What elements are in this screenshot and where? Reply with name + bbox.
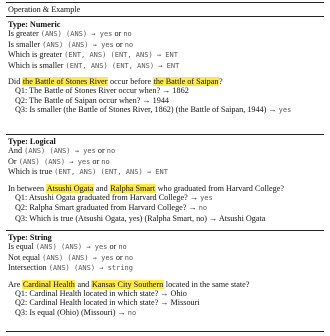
op-signature: (ENT, ANS) (ENT, ANS) → ENT [54,168,168,177]
sub-question [8,289,322,298]
op-tail: no [124,253,134,262]
op-mid: or [112,29,124,39]
highlighted-entity: the Battle of Stones River [22,77,108,87]
section-numeric [8,20,322,116]
sub-question-answer: yes [200,194,213,203]
example-question [8,77,322,86]
question-text: Are [8,279,23,289]
question-text: who graduated from Harvard College? [155,183,284,193]
sub-question [8,193,322,203]
sub-question-text: Q3: Is equal (Ohio) (Missouri) → [15,307,128,317]
operation-row [8,253,322,263]
op-signature: (ANS) (ANS) → yes [24,147,96,156]
op-signature: (ENT, ANS) (ENT, ANS) → ENT [65,61,180,70]
op-tail: no [118,243,127,252]
table-header: Operation & Example [8,5,81,14]
op-mid: or [107,242,119,252]
op-tail: no [124,40,134,49]
question-text: and [93,183,110,193]
top-rule [6,2,324,3]
op-name: Is smaller [8,39,43,49]
sub-question [8,105,322,115]
sub-question [8,308,322,318]
section-string [8,233,322,318]
op-name: Is greater [8,29,41,39]
sub-question-text: Q3: Which is true (Atsushi Ogata, yes) (Ralpha Smart, no) → Atsushi Ogata [15,213,266,223]
sub-question-answer: no [198,204,208,213]
sub-question-text: Q2: Cardinal Health located in which state? → Missouri [15,298,200,308]
op-name: Or [8,156,19,166]
operation-row [8,242,322,252]
highlighted-entity: Atsushi Ogata [46,183,94,193]
operation-row [8,29,322,39]
op-name: Which is greater [8,50,65,60]
op-mid: or [90,156,102,166]
operation-row [8,157,322,167]
op-signature: (ANS) (ANS) → yes [42,253,114,262]
section-title: Type: String [8,233,52,242]
sub-question [8,298,322,307]
sub-question-answer: yes [278,106,292,115]
section-title: Type: Numeric [8,20,61,29]
section-rule [6,230,324,231]
op-signature: (ANS) (ANS) → string [48,264,133,273]
sub-question [8,214,322,223]
op-mid: or [113,252,125,262]
section-rule [6,134,324,135]
highlighted-entity: the Battle of Saipan [153,77,219,87]
op-name: Which is smaller [8,60,66,70]
question-text: Did [8,77,23,87]
sub-question-text: Q1: The Battle of Stones River occur when? → 1862 [15,86,189,96]
section-logical [8,137,322,223]
operation-row [8,40,322,50]
operation-row [8,146,322,156]
op-signature: (ANS) (ANS) → yes [40,30,113,39]
op-name: Which is true [8,167,55,177]
op-tail: no [101,157,110,166]
op-tail: no [123,30,132,39]
op-signature: (ANS) (ANS) → yes [42,40,114,49]
question-text: ? [218,77,223,87]
operation-row [8,50,322,60]
operation-row [8,263,322,273]
op-name: Not equal [8,252,43,262]
question-text: and [75,279,92,289]
op-name: Is equal [8,242,36,252]
op-name: Intersection [8,263,49,273]
highlighted-entity: Ralpha Smart [110,183,156,193]
op-tail: no [106,147,116,156]
section-title: Type: Logical [8,137,56,146]
bottom-rule [6,331,324,332]
op-name: And [8,146,25,156]
op-signature: (ANS) (ANS) → yes [18,157,91,166]
highlighted-entity: Kansas City Southern [91,279,164,289]
header-rule [6,16,324,17]
example-question [8,184,322,193]
sub-question [8,203,322,213]
op-signature: (ENT, ANS) (ENT, ANS) → ENT [64,51,178,60]
sub-question-text: Q2: Ralpha Smart graduated from Harvard College? → [15,203,199,213]
sub-question-text: Q1: Atsushi Ogata graduated from Harvard College? → [15,193,201,203]
question-text: occur before [107,77,154,87]
question-text: In between [8,183,47,193]
example-question [8,280,322,289]
operation-row [8,167,322,177]
sub-question-answer: no [127,308,137,317]
operation-row [8,61,322,71]
sub-question-text: Q1: Cardinal Health located in which state? → Ohio [15,289,187,299]
op-signature: (ANS) (ANS) → yes [35,243,108,252]
sub-question-text: Q2: The Battle of Saipan occur when? → 1944 [15,95,170,105]
op-mid: or [113,39,125,49]
question-text: located in the same state? [163,279,250,289]
sub-question [8,86,322,95]
sub-question-text: Q3: Is smaller (the Battle of Stones River, 1862) (the Battle of Saipan, 1944) → [15,105,279,115]
highlighted-entity: Cardinal Health [22,279,75,289]
op-mid: or [95,146,107,156]
sub-question [8,96,322,105]
